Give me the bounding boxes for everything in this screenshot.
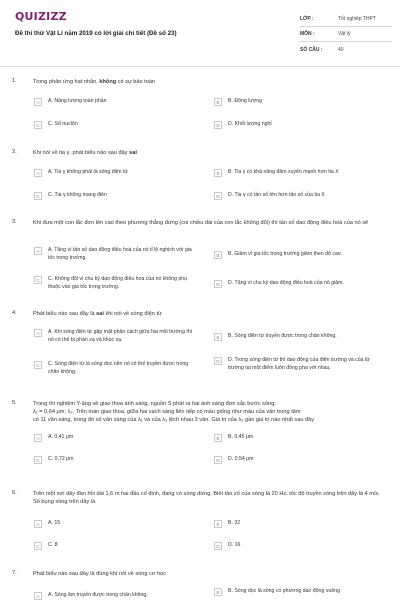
meta-table [300, 12, 392, 57]
page-header [0, 0, 400, 66]
meta-value: Tốt nghiệp THPT [338, 16, 376, 22]
question-text: Trong thí nghiệm Y-âng về giao thoa ánh sáng, nguồn S phát ra hai ánh sáng đơn sắc bước sóng: λ₁ = 0,64 μm; λ₂. Trên màn giao thoa, giữa hai vạch sáng liên tiếp có màu giống như màu của vân trung tâm có 11 vân sáng, trong đó số vân sáng của λ₁ và của λ₂ lệch nhau 3 vân. Giá trị của λ₂ gần giá trị nào nhất sau đây [33, 401, 315, 424]
question-number: 1. [12, 78, 17, 84]
option-text: A. Năng lượng toàn phần [48, 98, 107, 104]
option-text: D. 16 [228, 542, 241, 548]
option-c[interactable] [34, 361, 196, 376]
option-c[interactable] [34, 276, 196, 291]
option-b[interactable] [214, 434, 253, 442]
option-b[interactable] [214, 588, 340, 596]
option-letter-box: A [34, 434, 42, 442]
option-text: B. Sóng dọc là sóng có phương dao động vuông [228, 588, 340, 594]
option-letter-box: D [214, 357, 222, 365]
option-letter-box: B [214, 333, 222, 341]
option-letter-box: C [34, 192, 42, 200]
option-b[interactable] [214, 251, 380, 259]
option-letter-box: A [34, 329, 42, 337]
option-a[interactable] [34, 247, 196, 262]
option-a[interactable] [34, 169, 128, 177]
option-a[interactable] [34, 592, 148, 600]
option-text: B. 0,45 μm [228, 434, 254, 440]
question-number: 7. [12, 570, 17, 576]
option-letter-box: B [214, 98, 222, 106]
question-text: Phát biểu nào sau đây là sai khi nói về sóng điện từ [33, 311, 162, 317]
option-text: A. Khi sóng điện từ gặp mặt phân cách giữa hai môi trường thì nó có thể bị phản xạ và khúc xạ. [48, 329, 193, 343]
option-text: C. 8 [48, 542, 58, 548]
option-letter-box: C [34, 456, 42, 464]
option-letter-box: D [214, 280, 222, 288]
option-letter-box: A [34, 169, 42, 177]
option-text: B. Tia γ có khả năng đâm xuyên mạnh hơn tia X [228, 169, 339, 175]
option-c[interactable] [34, 456, 73, 464]
document-title: Đề thi thử Vật Lí năm 2019 có lời giải chi tiết (Đề số 23) [15, 30, 177, 37]
option-text: A. 15 [48, 520, 61, 526]
option-text: A. Tăng vì tần số dao động điều hoà của nó tỉ lệ nghịch với gia tốc trọng trường. [48, 247, 192, 261]
option-text: B. 32 [228, 520, 241, 526]
option-text: A. Sóng âm truyền được trong chân không. [48, 592, 148, 598]
header-divider [0, 66, 400, 67]
meta-row-class [300, 12, 392, 27]
option-letter-box: B [214, 520, 222, 528]
option-letter-box: B [214, 251, 222, 259]
option-d[interactable] [214, 280, 380, 288]
option-d[interactable] [214, 357, 380, 372]
option-a[interactable] [34, 98, 107, 106]
question-text: Khi đưa một con lắc đơn lên cao theo phương thẳng đứng (coi chiều dài của con lắc không đổi) thì tần số dao động điều hoà của nó sẽ [33, 220, 369, 226]
option-b[interactable] [214, 98, 262, 106]
option-text: D. Khối lượng nghỉ [228, 121, 272, 127]
option-text: D. 0,54 μm [228, 456, 254, 462]
option-c[interactable] [34, 192, 107, 200]
option-b[interactable] [214, 169, 339, 177]
meta-key: MÔN : [300, 31, 315, 37]
question-text: Trong phản ứng hạt nhân, không có sự bảo toàn [33, 79, 156, 85]
option-text: D. Tia γ có tần số lớn hơn tần số của tia X [228, 192, 325, 198]
option-d[interactable] [214, 121, 272, 129]
question-number: 6. [12, 490, 17, 496]
option-letter-box: A [34, 592, 42, 600]
option-text: B. Giảm vì gia tốc trọng trường giảm theo độ cao. [228, 251, 343, 257]
option-text: D. Tăng vì chu kỳ dao động điều hoà của nó giảm. [228, 280, 344, 286]
option-letter-box: D [214, 456, 222, 464]
meta-value: 40 [338, 46, 344, 53]
meta-key: SỐ CÂU : [300, 46, 323, 53]
option-letter-box: C [34, 361, 42, 369]
option-letter-box: B [214, 434, 222, 442]
option-text: C. Tia γ không mang điện [48, 192, 107, 198]
option-letter-box: A [34, 520, 42, 528]
question-text: Khi nói về tia γ, phát biểu nào sau đây sai [33, 150, 137, 156]
option-d[interactable] [214, 456, 253, 464]
meta-row-subject [300, 27, 392, 42]
option-letter-box: B [214, 169, 222, 177]
option-text: A. 0,41 μm [48, 434, 74, 440]
quizizz-logo: QUIZIZZ [15, 10, 67, 23]
question-number: 4. [12, 310, 17, 316]
option-letter-box: A [34, 98, 42, 106]
option-b[interactable] [214, 333, 380, 341]
option-letter-box: C [34, 276, 42, 284]
meta-row-count [300, 42, 392, 57]
option-letter-box: A [34, 247, 42, 255]
option-letter-box: C [34, 121, 42, 129]
option-c[interactable] [34, 121, 78, 129]
option-text: D. Trong sóng điện từ thì dao động của điện trường và của từ trường tại một điểm luôn đồng pha với nhau. [228, 357, 370, 371]
option-d[interactable] [214, 192, 325, 200]
option-text: B. Sóng điện từ truyền được trong chân không. [228, 333, 337, 339]
option-text: C. Số nuclôn [48, 121, 78, 127]
question-number: 3. [12, 219, 17, 225]
option-a[interactable] [34, 434, 73, 442]
option-text: C. Sóng điện từ là sóng dọc nên nó có thể truyền được trong chân không. [48, 361, 189, 375]
option-letter-box: D [214, 192, 222, 200]
option-d[interactable] [214, 542, 240, 550]
option-c[interactable] [34, 542, 58, 550]
option-a[interactable] [34, 329, 196, 344]
option-text: B. Động lượng [228, 98, 262, 104]
meta-key: LỚP : [300, 16, 314, 22]
question-text: Trên một sợi dây đàn hồi dài 1,6 m hai đầu cố định, đang có sóng dừng. Biết tần số của sóng là 20 Hz, tốc độ truyền sóng trên dây là 4 m/s. Số bụng sóng trên dây là [33, 491, 380, 506]
option-letter-box: C [34, 542, 42, 550]
brand-logo [15, 7, 67, 21]
option-text: C. 0,72 μm [48, 456, 74, 462]
question-number: 2. [12, 149, 17, 155]
option-letter-box: D [214, 542, 222, 550]
question-number: 5. [12, 400, 17, 406]
meta-value: Vật lý [338, 31, 351, 37]
question-text: Phát biểu nào sau đây là đúng khi nói về sóng cơ học [33, 571, 167, 577]
option-b[interactable] [214, 520, 240, 528]
option-letter-box: B [214, 588, 222, 596]
option-text: A. Tia γ không phải là sóng điện từ [48, 169, 128, 175]
option-text: C. Không đổi vì chu kỳ dao động điều hoà của nó không phụ thuộc vào gia tốc trọng trường. [48, 276, 188, 290]
option-letter-box: D [214, 121, 222, 129]
option-a[interactable] [34, 520, 60, 528]
